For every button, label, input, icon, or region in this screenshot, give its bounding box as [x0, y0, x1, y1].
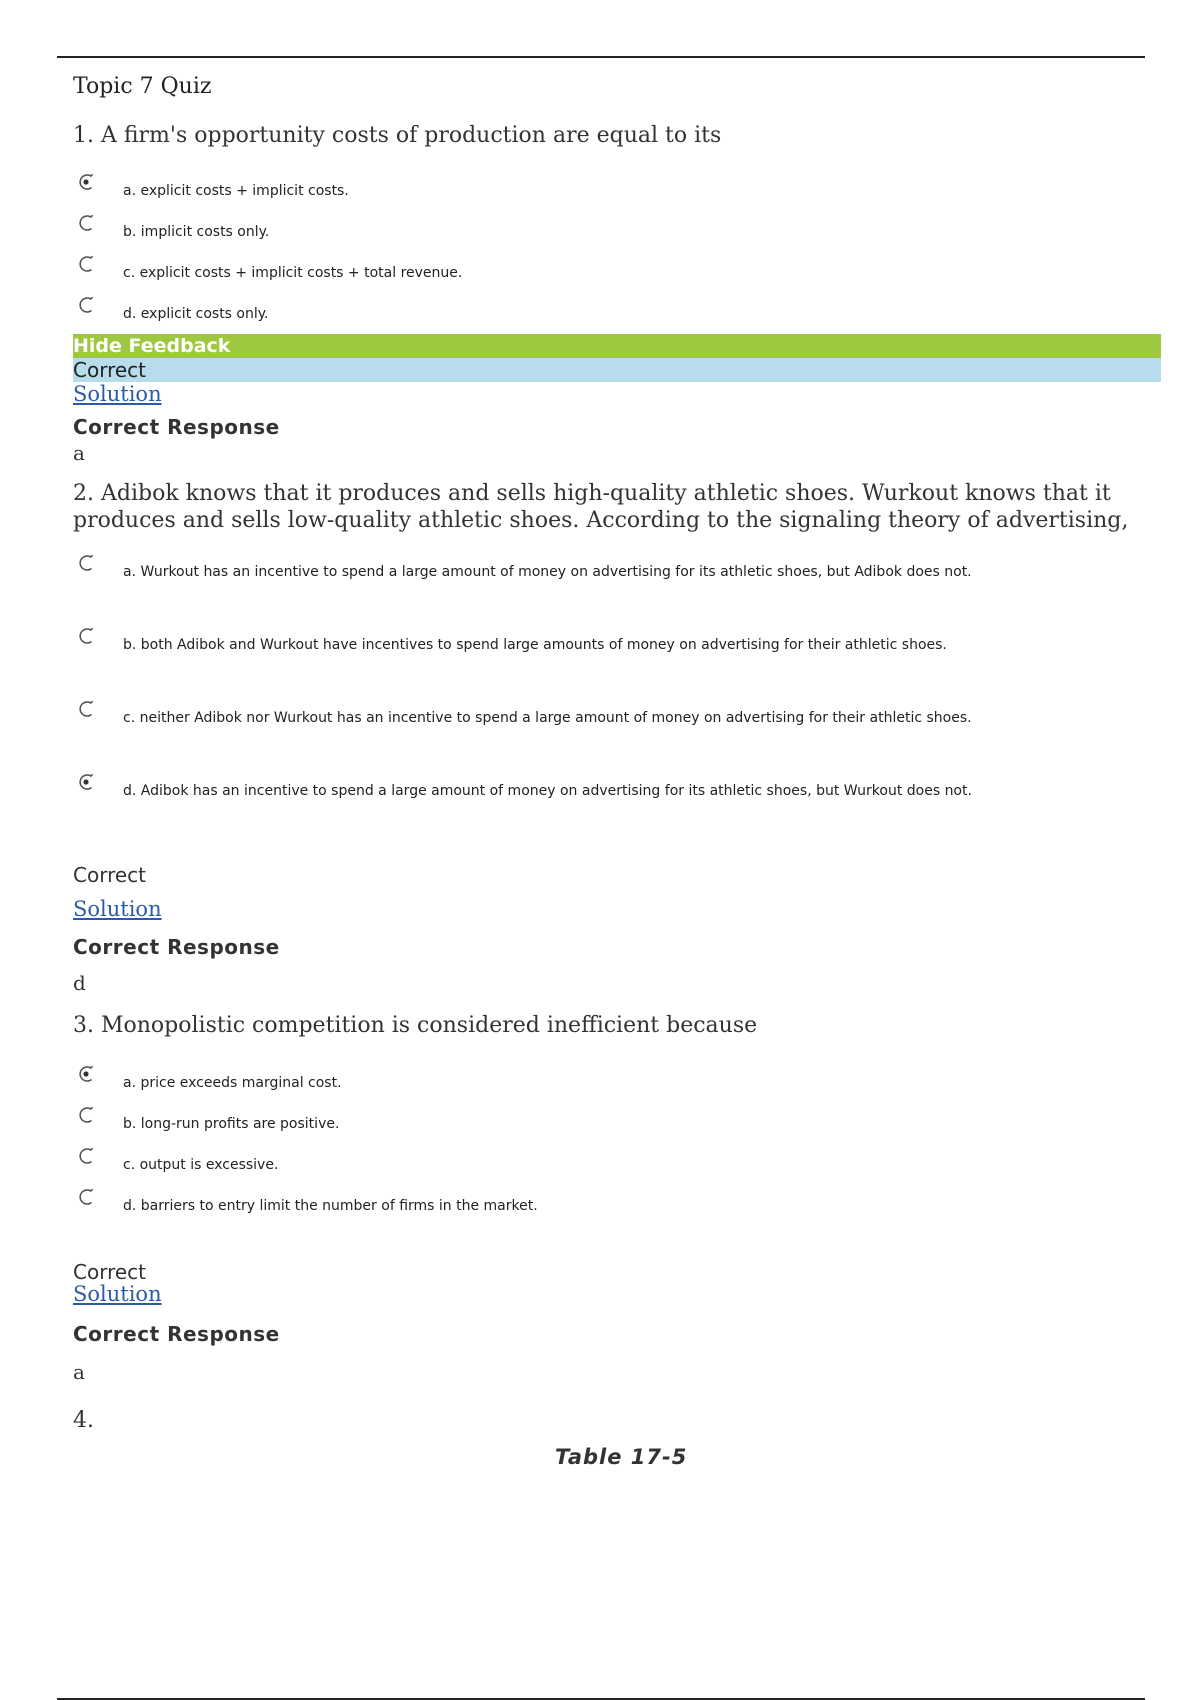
hide-feedback-button[interactable]: Hide Feedback: [73, 334, 1161, 358]
question-3-text: 3. Monopolistic competition is considered inefficient because: [73, 1013, 758, 1038]
radio-icon[interactable]: [78, 1147, 96, 1165]
question-4-text: 4.: [73, 1408, 94, 1433]
option-label: c. output is excessive.: [123, 1157, 279, 1173]
question-2-options: [73, 554, 1163, 848]
question-3: [73, 1012, 1163, 1385]
radio-icon[interactable]: [78, 214, 96, 232]
solution-link[interactable]: Solution: [73, 382, 162, 406]
option-3c[interactable]: [73, 1147, 1163, 1188]
correct-response-value: a: [73, 1360, 85, 1384]
radio-icon[interactable]: [78, 627, 96, 645]
option-1b[interactable]: [73, 214, 1163, 255]
radio-selected-icon[interactable]: [78, 773, 96, 791]
option-2d[interactable]: [73, 773, 1163, 848]
question-3-options: [73, 1065, 1163, 1229]
radio-icon[interactable]: [78, 255, 96, 273]
feedback-correct: Correct: [73, 863, 146, 887]
option-3d[interactable]: [73, 1188, 1163, 1229]
document-title: Topic 7 Quiz: [73, 74, 212, 99]
option-2b[interactable]: [73, 627, 1163, 702]
option-label: a. explicit costs + implicit costs.: [123, 183, 349, 199]
question-1: [73, 122, 1163, 466]
table-caption: Table 17-5: [555, 1445, 688, 1469]
option-2c[interactable]: [73, 700, 1163, 775]
quiz-content: [73, 72, 1163, 1458]
option-1a[interactable]: [73, 173, 1163, 214]
option-3a[interactable]: [73, 1065, 1163, 1106]
solution-link[interactable]: Solution: [73, 1282, 162, 1306]
correct-response-label: Correct Response: [73, 1322, 280, 1346]
correct-response-value: a: [73, 441, 85, 465]
option-label: b. long-run profits are positive.: [123, 1116, 340, 1132]
option-label: a. Wurkout has an incentive to spend a large amount of money on advertising for its athletic shoes, but Adibok does not.: [123, 564, 972, 580]
feedback-correct: Correct: [73, 1260, 146, 1284]
option-label: d. barriers to entry limit the number of firms in the market.: [123, 1198, 538, 1214]
option-1d[interactable]: [73, 296, 1163, 337]
question-2-text: 2. Adibok knows that it produces and sells high-quality athletic shoes. Wurkout knows that it produces and sells low-quality athletic shoes. According to the signaling theory of advertising,: [73, 481, 1129, 533]
radio-icon[interactable]: [78, 554, 96, 572]
option-label: b. implicit costs only.: [123, 224, 270, 240]
option-label: b. both Adibok and Wurkout have incentives to spend large amounts of money on advertising for their athletic shoes.: [123, 637, 947, 653]
radio-icon[interactable]: [78, 1106, 96, 1124]
option-label: d. Adibok has an incentive to spend a large amount of money on advertising for its athletic shoes, but Wurkout does not.: [123, 783, 972, 799]
feedback-correct-bar: Correct: [73, 358, 1161, 382]
correct-response-label: Correct Response: [73, 935, 280, 959]
option-label: c. explicit costs + implicit costs + total revenue.: [123, 265, 463, 281]
radio-icon[interactable]: [78, 700, 96, 718]
radio-selected-icon[interactable]: [78, 1065, 96, 1083]
option-label: a. price exceeds marginal cost.: [123, 1075, 342, 1091]
question-1-options: [73, 173, 1163, 337]
correct-response-label: Correct Response: [73, 415, 280, 439]
top-rule: [57, 56, 1145, 58]
option-label: d. explicit costs only.: [123, 306, 269, 322]
option-1c[interactable]: [73, 255, 1163, 296]
question-2: [73, 480, 1163, 996]
radio-icon[interactable]: [78, 296, 96, 314]
solution-link[interactable]: Solution: [73, 897, 162, 921]
question-1-text: 1. A firm's opportunity costs of production are equal to its: [73, 123, 722, 148]
option-3b[interactable]: [73, 1106, 1163, 1147]
option-2a[interactable]: [73, 554, 1163, 629]
radio-selected-icon[interactable]: [78, 173, 96, 191]
correct-response-value: d: [73, 971, 86, 995]
option-label: c. neither Adibok nor Wurkout has an incentive to spend a large amount of money on advertising for their athletic shoes.: [123, 710, 972, 726]
radio-icon[interactable]: [78, 1188, 96, 1206]
